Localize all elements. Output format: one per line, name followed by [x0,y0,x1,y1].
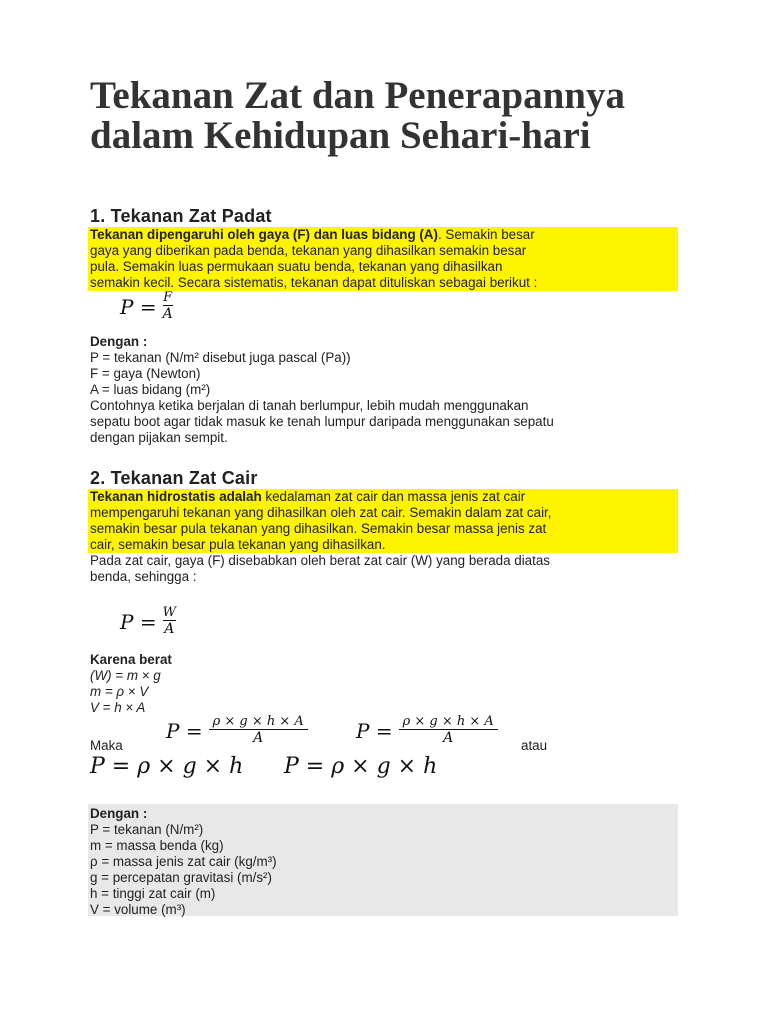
section2-dengan-label: Dengan : [90,806,148,821]
section2-text-line2: benda, sehingga : [90,569,197,584]
formula-denominator: A [443,730,454,746]
formula-denominator: A [253,730,264,746]
result-formula-2: P = ρ × g × h [284,754,438,779]
section2-formula [120,605,176,638]
page-title: Tekanan Zat dan Penerapannya dalam Kehidupan Sehari-hari [90,74,625,157]
formula-fraction [209,714,308,747]
section2-def-p: P = tekanan (N/m²) [90,822,204,837]
section2-text [90,553,680,585]
karena-line-v: V = h × A [90,700,146,715]
section1-definitions [90,334,680,446]
karena-line-w: (W) = m × g [90,668,161,683]
formula-lhs: P = [356,718,393,743]
maka-label: Maka [90,738,123,753]
section2-text-line1: Pada zat cair, gaya (F) disebabkan oleh berat zat cair (W) yang berada diatas [90,553,550,568]
maka-formula-2 [356,714,498,747]
formula-fraction [399,714,498,747]
section1-formula [120,290,173,323]
section1-intro-line1-rest: . Semakin besar [437,227,535,242]
formula-lhs: P = [120,294,157,319]
section1-intro-line2: gaya yang diberikan pada benda, tekanan yang dihasilkan semakin besar [90,243,527,258]
section2-def-m: m = massa benda (kg) [90,838,224,853]
karena-line-m: m = ρ × V [90,684,149,699]
section1-intro-line3: pula. Semakin luas permukaan suatu benda, tekanan yang dihasilkan [90,259,503,274]
section2-intro-line4: cair, semakin besar pula tekanan yang dihasilkan. [90,537,386,552]
formula-numerator: ρ × g × h × A [402,714,494,729]
section2-definitions [90,806,680,918]
section2-def-h: h = tinggi zat cair (m) [90,886,216,901]
section2-def-rho: ρ = massa jenis zat cair (kg/m³) [90,854,277,869]
section1-def-p: P = tekanan (N/m² disebut juga pascal (Pa)) [90,350,351,365]
section1-intro-line1 [90,227,676,243]
maka-formula-1 [166,714,308,747]
formula-numerator: W [162,605,176,620]
section1-example-line3: dengan pijakan sempit. [90,430,228,445]
result-formula-1: P = ρ × g × h [90,754,244,779]
formula-fraction [163,290,173,323]
formula-numerator: F [163,290,173,305]
section2-intro-highlight [88,489,678,553]
section1-example-line2: sepatu boot agar tidak masuk ke tenah lumpur daripada menggunakan sepatu [90,414,554,429]
section1-def-a: A = luas bidang (m²) [90,382,211,397]
formula-lhs: P = [120,609,157,634]
formula-numerator: ρ × g × h × A [212,714,304,729]
section1-def-f: F = gaya (Newton) [90,366,201,381]
section1-heading: 1. Tekanan Zat Padat [90,206,272,226]
section2-intro-bold: Tekanan hidrostatis adalah [90,489,262,504]
karena-label: Karena berat [90,652,172,667]
section2-intro-line1-rest: kedalaman zat cair dan massa jenis zat cair [261,489,526,504]
section1-intro-bold: Tekanan dipengaruhi oleh gaya (F) dan luas bidang (A) [90,227,438,242]
section1-intro-line4: semakin kecil. Secara sistematis, tekanan dapat dituliskan sebagai berikut : [90,275,538,290]
section2-intro-line1 [90,489,676,505]
section1-dengan-label: Dengan : [90,334,148,349]
formula-denominator: A [164,621,175,637]
section2-def-g: g = percepatan gravitasi (m/s²) [90,870,272,885]
formula-denominator: A [162,306,173,322]
karena-block [90,652,680,716]
section2-intro-line2: mempengaruhi tekanan yang dihasilkan oleh zat cair. Semakin dalam zat cair, [90,505,552,520]
atau-label: atau [521,738,548,753]
section2-intro-line3: semakin besar pula tekanan yang dihasilkan. Semakin besar massa jenis zat [90,521,547,536]
section2-def-v: V = volume (m³) [90,902,186,917]
section2-heading: 2. Tekanan Zat Cair [90,468,258,488]
section1-intro-highlight [88,227,678,291]
section1-example-line1: Contohnya ketika berjalan di tanah berlumpur, lebih mudah menggunakan [90,398,529,413]
formula-fraction [163,605,176,638]
formula-lhs: P = [166,718,203,743]
